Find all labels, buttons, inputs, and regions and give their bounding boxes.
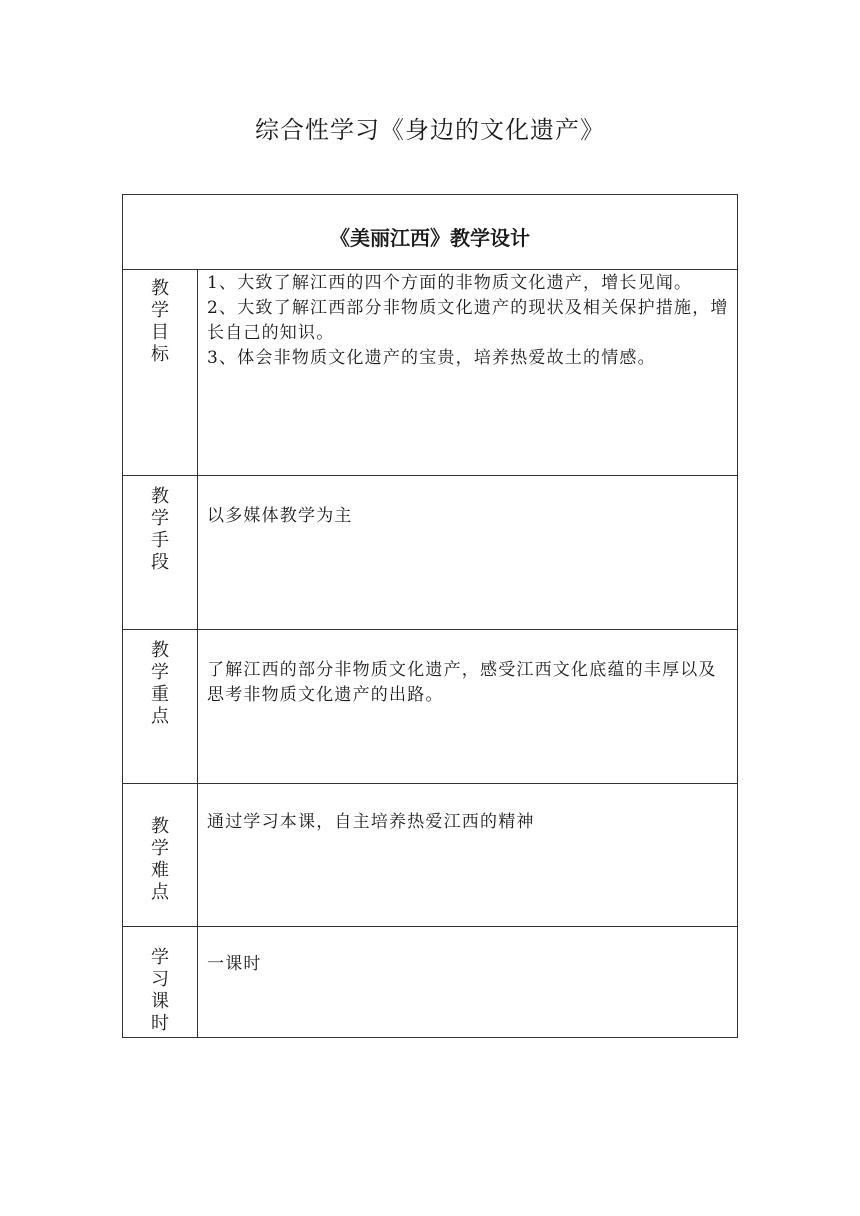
table-row-class-hours (123, 927, 738, 1038)
table-row-methods (123, 476, 738, 630)
row-content-objectives (198, 270, 738, 476)
row-content-difficulties: 通过学习本课，自主培养热爱江西的精神 (198, 784, 738, 927)
table-row-difficulties (123, 784, 738, 927)
row-label-methods: 教学手段 (151, 486, 169, 573)
objective-item-3: 3、体会非物质文化遗产的宝贵，培养热爱故土的情感。 (207, 348, 656, 368)
table-header: 《美丽江西》教学设计 (123, 195, 738, 270)
row-content-key-points: 了解江西的部分非物质文化遗产，感受江西文化底蕴的丰厚以及思考非物质文化遗产的出路。 (198, 630, 738, 784)
row-content-class-hours: 一课时 (198, 927, 738, 1038)
lesson-plan-table (122, 194, 738, 1038)
row-label-key-points: 教学重点 (151, 640, 169, 727)
row-label-objectives: 教学目标 (151, 278, 169, 365)
table-header-row (123, 195, 738, 270)
row-content-methods: 以多媒体教学为主 (198, 476, 738, 630)
row-label-class-hours: 学习课时 (151, 947, 169, 1034)
table-row-key-points (123, 630, 738, 784)
page-title: 综合性学习《身边的文化遗产》 (255, 116, 605, 144)
row-label-difficulties: 教学难点 (151, 816, 169, 903)
objective-item-2: 2、大致了解江西部分非物质文化遗产的现状及相关保护措施，增长自己的知识。 (207, 298, 729, 343)
objective-item-1: 1、大致了解江西的四个方面的非物质文化遗产，增长见闻。 (207, 273, 693, 293)
table-row-objectives (123, 270, 738, 476)
